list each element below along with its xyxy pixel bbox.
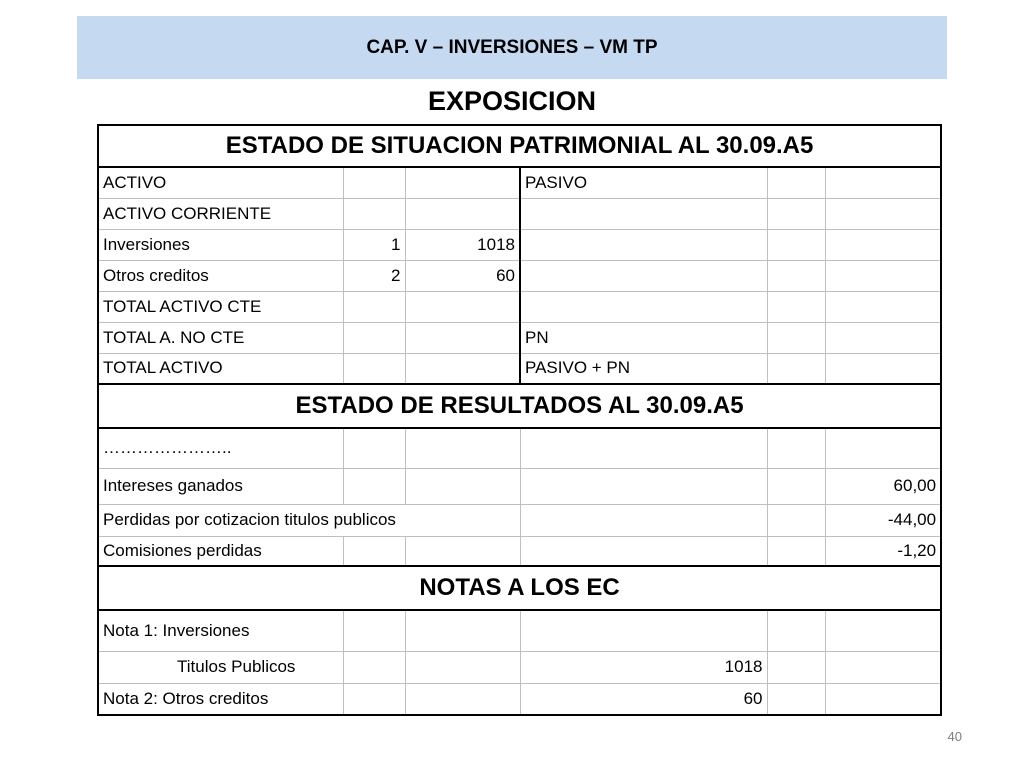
empty-cell	[767, 683, 825, 715]
empty-cell	[343, 468, 405, 504]
empty-cell	[825, 683, 941, 715]
table-row	[98, 536, 941, 566]
asset-label: TOTAL ACTIVO CTE	[98, 291, 343, 322]
empty-cell	[405, 536, 520, 566]
liability-label	[520, 260, 767, 291]
income-label: Perdidas por cotizacion titulos publicos	[98, 504, 520, 536]
liability-amount	[825, 260, 941, 291]
asset-note	[343, 167, 405, 198]
asset-amount: 1018	[405, 229, 520, 260]
table-row	[98, 291, 941, 322]
financial-statements-sheet	[97, 124, 940, 720]
empty-cell	[520, 610, 767, 651]
empty-cell	[343, 610, 405, 651]
empty-cell	[767, 428, 825, 468]
table-row	[98, 198, 941, 229]
asset-amount	[405, 198, 520, 229]
empty-cell	[405, 683, 520, 715]
table-row	[98, 504, 941, 536]
asset-label: ACTIVO	[98, 167, 343, 198]
income-value	[825, 428, 941, 468]
balance-sheet-title: ESTADO DE SITUACION PATRIMONIAL AL 30.09.A5	[98, 125, 941, 167]
balance-sheet-title-row	[98, 125, 941, 167]
liability-amount	[825, 353, 941, 384]
liability-amount	[825, 322, 941, 353]
empty-cell	[825, 610, 941, 651]
liability-label	[520, 198, 767, 229]
liability-amount	[825, 198, 941, 229]
asset-label: TOTAL ACTIVO	[98, 353, 343, 384]
asset-note	[343, 198, 405, 229]
asset-note	[343, 353, 405, 384]
table-row	[98, 229, 941, 260]
income-statement-title: ESTADO DE RESULTADOS AL 30.09.A5	[98, 384, 941, 428]
empty-cell	[343, 428, 405, 468]
asset-label: Otros creditos	[98, 260, 343, 291]
liability-amount	[825, 291, 941, 322]
empty-cell	[343, 683, 405, 715]
income-value: -1,20	[825, 536, 941, 566]
liability-label: PN	[520, 322, 767, 353]
empty-cell	[343, 536, 405, 566]
asset-amount	[405, 291, 520, 322]
asset-note: 2	[343, 260, 405, 291]
income-value: -44,00	[825, 504, 941, 536]
asset-amount: 60	[405, 260, 520, 291]
empty-cell	[767, 468, 825, 504]
liability-label	[520, 291, 767, 322]
asset-note: 1	[343, 229, 405, 260]
empty-cell	[767, 504, 825, 536]
empty-cell	[767, 610, 825, 651]
table-row	[98, 260, 941, 291]
empty-cell	[520, 536, 767, 566]
notes-title-row	[98, 566, 941, 610]
table-row	[98, 353, 941, 384]
liability-note	[767, 291, 825, 322]
empty-cell	[825, 651, 941, 683]
liability-note	[767, 229, 825, 260]
table-row	[98, 428, 941, 468]
table-row	[98, 468, 941, 504]
table-row	[98, 651, 941, 683]
liability-note	[767, 353, 825, 384]
income-label: Intereses ganados	[98, 468, 343, 504]
empty-cell	[343, 651, 405, 683]
liability-note	[767, 198, 825, 229]
income-label: …………………..	[98, 428, 343, 468]
empty-cell	[405, 468, 520, 504]
liability-label: PASIVO + PN	[520, 353, 767, 384]
liability-label: PASIVO	[520, 167, 767, 198]
financial-statements-table	[97, 124, 942, 716]
asset-label: TOTAL A. NO CTE	[98, 322, 343, 353]
asset-label: ACTIVO CORRIENTE	[98, 198, 343, 229]
liability-amount	[825, 167, 941, 198]
chapter-header	[77, 16, 947, 79]
table-row	[98, 610, 941, 651]
income-statement-title-row	[98, 384, 941, 428]
empty-cell	[405, 610, 520, 651]
main-title: EXPOSICION	[427, 86, 597, 116]
empty-cell	[405, 651, 520, 683]
asset-amount	[405, 353, 520, 384]
asset-note	[343, 291, 405, 322]
liability-amount	[825, 229, 941, 260]
liability-note	[767, 167, 825, 198]
asset-note	[343, 322, 405, 353]
liability-note	[767, 260, 825, 291]
note-value: 1018	[520, 651, 767, 683]
income-label: Comisiones perdidas	[98, 536, 343, 566]
table-row	[98, 322, 941, 353]
empty-cell	[520, 504, 767, 536]
empty-cell	[520, 428, 767, 468]
table-row	[98, 167, 941, 198]
empty-cell	[767, 651, 825, 683]
asset-label: Inversiones	[98, 229, 343, 260]
empty-cell	[405, 428, 520, 468]
page-number: 40	[947, 729, 962, 744]
empty-cell	[520, 468, 767, 504]
empty-cell	[767, 536, 825, 566]
table-row	[98, 683, 941, 715]
liability-label	[520, 229, 767, 260]
income-value: 60,00	[825, 468, 941, 504]
note-label: Nota 2: Otros creditos	[98, 683, 343, 715]
asset-amount	[405, 322, 520, 353]
liability-note	[767, 322, 825, 353]
chapter-title: CAP. V – INVERSIONES – VM TP	[366, 36, 658, 58]
note-label: Nota 1: Inversiones	[98, 610, 343, 651]
note-label: Titulos Publicos	[98, 651, 343, 683]
asset-amount	[405, 167, 520, 198]
notes-title: NOTAS A LOS EC	[98, 566, 941, 610]
note-value: 60	[520, 683, 767, 715]
